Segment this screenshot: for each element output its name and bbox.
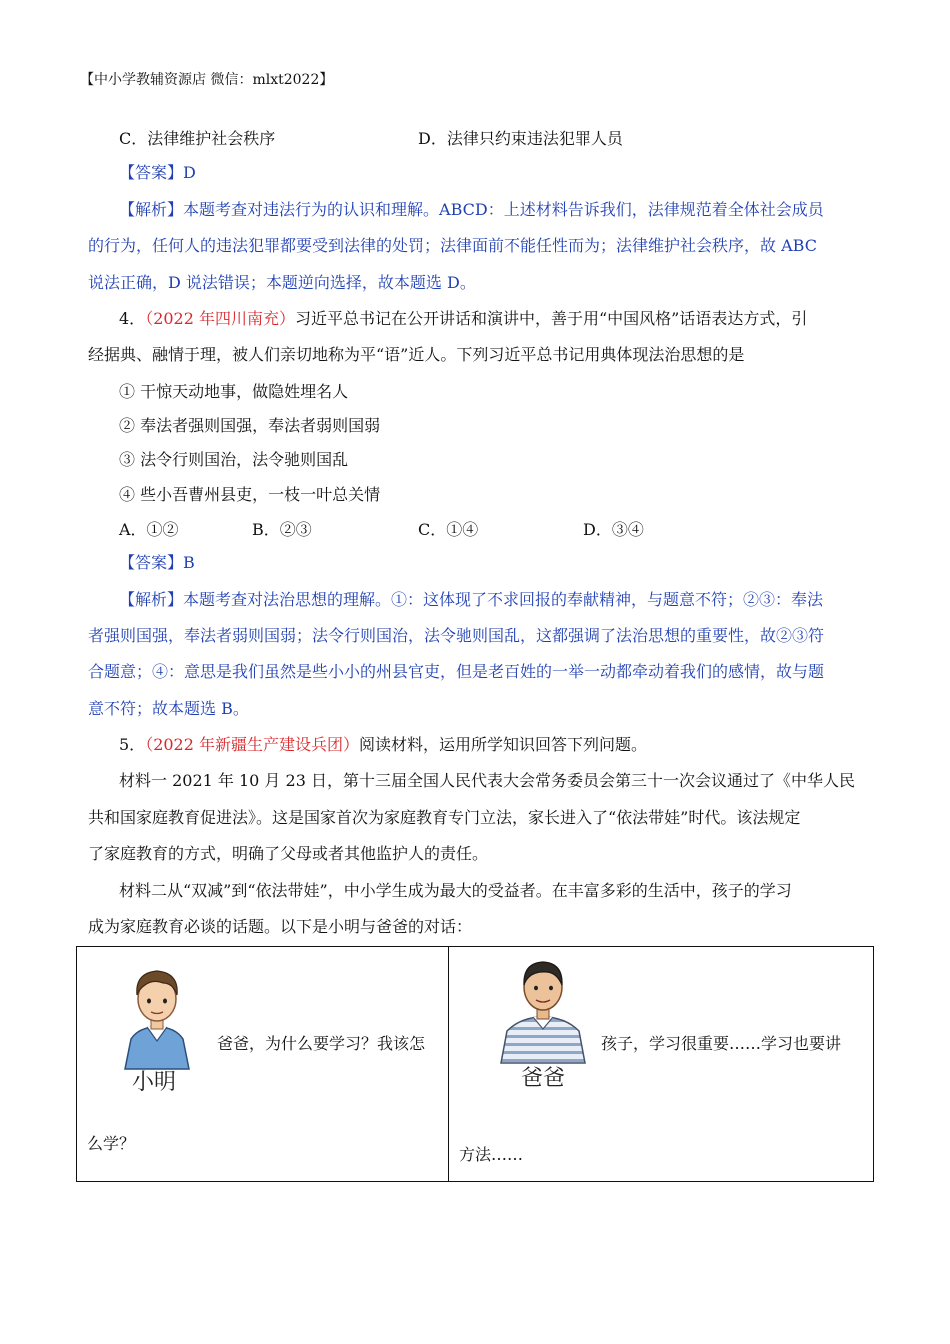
question-source: （2022 年四川南充） bbox=[145, 309, 295, 328]
page-header: 【中小学教辅资源店 微信：mlxt2022】 bbox=[80, 72, 334, 88]
question-number: 4． bbox=[119, 309, 146, 328]
q4-analysis-line-4: 意不符；故本题选 B。 bbox=[88, 699, 249, 718]
answer-label: 【答案】 bbox=[119, 163, 184, 182]
q4-answer bbox=[119, 551, 195, 575]
q5-stem bbox=[119, 733, 647, 757]
q3-option-d: D．法律只约束违法犯罪人员 bbox=[418, 129, 623, 148]
analysis-label: 【解析】 bbox=[119, 590, 184, 609]
q3-analysis-line-3: 说法正确，D 说法错误；本题逆向选择，故本题选 D。 bbox=[88, 273, 476, 292]
q4-analysis-line-1 bbox=[119, 588, 823, 612]
q4-item-1: ① 干惊天动地事，做隐姓埋名人 bbox=[119, 382, 349, 401]
dialog-cell-xiaoming bbox=[77, 947, 449, 1182]
material2-line-1: 材料二从“双减”到“依法带娃”，中小学生成为最大的受益者。在丰富多彩的生活中，孩子的学习 bbox=[119, 881, 792, 900]
material1-line-1: 材料一 2021 年 10 月 23 日，第十三届全国人民代表大会常务委员会第三十一次会议通过了《中华人民 bbox=[119, 771, 855, 790]
q4-item-3: ③ 法令行则国治，法令驰则国乱 bbox=[119, 450, 349, 469]
q4-option-b: B．②③ bbox=[252, 520, 312, 539]
q4-analysis-line-3: 合题意；④：意思是我们虽然是些小小的州县官吏，但是老百姓的一举一动都牵动着我们的感情，故与题 bbox=[88, 662, 825, 681]
material2-line-2: 成为家庭教育必谈的话题。以下是小明与爸爸的对话： bbox=[88, 917, 473, 936]
q4-option-d: D．③④ bbox=[583, 520, 644, 539]
q4-item-2: ② 奉法者强则国强，奉法者弱则国弱 bbox=[119, 416, 381, 435]
xiaoming-speech-line-1: 爸爸，为什么要学习？我该怎 bbox=[217, 1034, 426, 1053]
q4-analysis-line-2: 者强则国强，奉法者弱则国弱；法令行则国治，法令驰则国乱，这都强调了法治思想的重要性，故②③符 bbox=[88, 626, 825, 645]
analysis-text: 本题考查对法治思想的理解。①：这体现了不求回报的奉献精神，与题意不符；②③：奉法 bbox=[183, 590, 824, 609]
analysis-label: 【解析】 bbox=[119, 200, 184, 219]
baba-speech-line-2: 方法…… bbox=[459, 1145, 524, 1164]
baba-caption: 爸爸 bbox=[521, 1066, 566, 1091]
q3-analysis-line-1 bbox=[119, 198, 824, 222]
q4-option-a: A．①② bbox=[119, 520, 179, 539]
q3-answer bbox=[119, 161, 196, 185]
analysis-text: 本题考查对违法行为的认识和理解。ABCD：上述材料告诉我们，法律规范着全体社会成员 bbox=[183, 200, 824, 219]
stem-text: 习近平总书记在公开讲话和演讲中，善于用“中国风格”话语表达方式，引 bbox=[295, 309, 808, 328]
answer-value: D bbox=[183, 163, 196, 182]
material1-line-2: 共和国家庭教育促进法》。这是国家首次为家庭教育专门立法，家长进入了“依法带娃”时代。该法规定 bbox=[88, 808, 801, 827]
answer-value: B bbox=[183, 553, 195, 572]
q4-stem-line-2: 经据典、融情于理，被人们亲切地称为平“语”近人。下列习近平总书记用典体现法治思想的是 bbox=[88, 345, 745, 364]
q3-option-c: C．法律维护社会秩序 bbox=[119, 129, 276, 148]
dialog-cell-baba bbox=[449, 947, 874, 1182]
baba-illustration bbox=[497, 955, 589, 1065]
stem-text: 阅读材料，运用所学知识回答下列问题。 bbox=[359, 735, 648, 754]
baba-speech-line-1: 孩子，学习很重要……学习也要讲 bbox=[601, 1034, 842, 1053]
q3-analysis-line-2: 的行为，任何人的违法犯罪都要受到法律的处罚；法律面前不能任性而为；法律维护社会秩序，故 ABC bbox=[88, 236, 817, 255]
dialog-table bbox=[76, 946, 874, 1182]
answer-label: 【答案】 bbox=[119, 553, 184, 572]
xiaoming-illustration bbox=[117, 961, 197, 1071]
q4-stem-line-1 bbox=[119, 307, 807, 331]
question-source: （2022 年新疆生产建设兵团） bbox=[145, 735, 359, 754]
xiaoming-speech-line-2: 么学？ bbox=[87, 1134, 136, 1153]
xiaoming-caption: 小明 bbox=[132, 1070, 177, 1095]
q4-option-c: C．①④ bbox=[418, 520, 479, 539]
material1-line-3: 了家庭教育的方式，明确了父母或者其他监护人的责任。 bbox=[88, 844, 489, 863]
question-number: 5． bbox=[119, 735, 146, 754]
q4-item-4: ④ 些小吾曹州县吏，一枝一叶总关情 bbox=[119, 485, 381, 504]
